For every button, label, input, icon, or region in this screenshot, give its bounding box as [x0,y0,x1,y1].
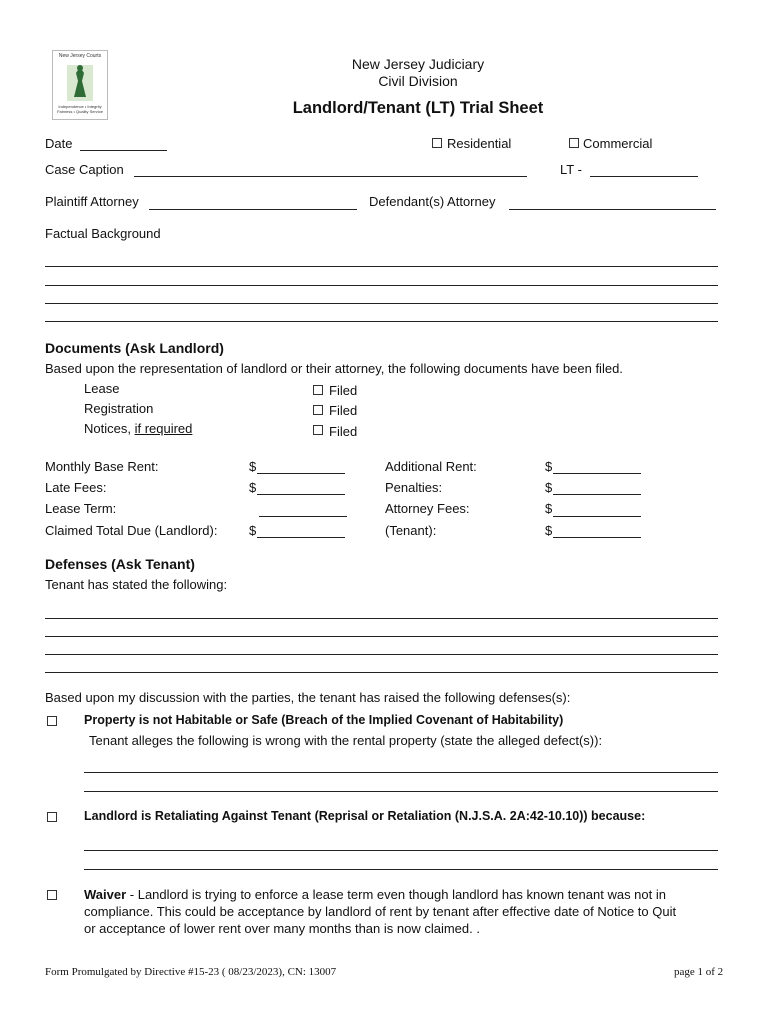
document-notices-label: Notices, [84,421,135,436]
notices-filed-checkbox[interactable] [313,425,323,435]
factual-background-line-2[interactable] [45,285,718,286]
additional-rent-field[interactable] [553,458,641,474]
defenses-heading: Defenses (Ask Tenant) [45,556,195,572]
factual-background-label: Factual Background [45,226,161,241]
lease-term-field[interactable] [259,501,347,517]
penalties-field[interactable] [553,479,641,495]
residential-checkbox[interactable] [432,138,442,148]
waiver-line-3: or acceptance of lower rent over many months than is now claimed. . [84,921,480,936]
late-fees-label: Late Fees: [45,480,107,495]
division-name: Civil Division [378,73,458,89]
factual-background-line-3[interactable] [45,303,718,304]
attorney-fees-label: Attorney Fees: [385,501,470,516]
additional-rent-dollar: $ [545,459,553,474]
lease-filed-label: Filed [329,383,358,398]
habitability-line-1[interactable] [84,772,718,773]
claimed-total-dollar: $ [249,523,257,538]
monthly-base-rent-field[interactable] [257,458,345,474]
habitability-line-2[interactable] [84,791,718,792]
documents-intro: Based upon the representation of landlord or their attorney, the following documents have been filed. [45,361,623,376]
footer-page-number: page 1 of 2 [674,966,724,978]
waiver-line-2: compliance. This could be acceptance by landlord of rent by tenant after effective date of Notice to Quit [84,904,677,919]
monthly-base-rent-dollar: $ [249,459,257,474]
tenant-statement-line-1[interactable] [45,618,718,619]
page-title: Landlord/Tenant (LT) Trial Sheet [292,99,544,117]
commercial-label: Commercial [583,136,653,151]
plaintiff-attorney-field[interactable] [149,194,357,210]
commercial-checkbox[interactable] [569,138,579,148]
penalties-label: Penalties: [385,480,443,495]
defenses-intro: Tenant has stated the following: [45,577,228,592]
logo-text-top: New Jersey Courts [58,53,102,59]
habitability-title: Property is not Habitable or Safe (Breach of the Implied Covenant of Habitability) [84,713,564,727]
retaliation-line-2[interactable] [84,869,718,870]
registration-filed-checkbox[interactable] [313,405,323,415]
case-caption-field[interactable] [134,161,527,177]
tenant-total-label: (Tenant): [385,523,437,538]
lease-term-label: Lease Term: [45,501,117,516]
tenant-statement-line-4[interactable] [45,672,718,673]
retaliation-line-1[interactable] [84,850,718,851]
penalties-dollar: $ [545,480,553,495]
logo-text-bottom: Independence • Integrity Fairness • Quality Service [57,104,103,114]
plaintiff-attorney-label: Plaintiff Attorney [45,194,139,209]
lt-label: LT - [560,162,582,177]
residential-label: Residential [447,136,512,151]
tenant-total-dollar: $ [545,523,553,538]
lt-number-field[interactable] [590,161,698,177]
tenant-statement-line-2[interactable] [45,636,718,637]
case-caption-label: Case Caption [45,162,124,177]
lease-filed-checkbox[interactable] [313,385,323,395]
late-fees-field[interactable] [257,479,345,495]
defendant-attorney-field[interactable] [509,194,716,210]
attorney-fees-field[interactable] [553,501,641,517]
document-notices-suffix: if required [134,421,193,436]
claimed-total-field[interactable] [257,522,345,538]
documents-heading: Documents (Ask Landlord) [45,340,224,356]
notices-filed-label: Filed [329,424,358,439]
monthly-base-rent-label: Monthly Base Rent: [45,459,159,474]
tenant-total-field[interactable] [553,522,641,538]
additional-rent-label: Additional Rent: [385,459,477,474]
registration-filed-label: Filed [329,403,358,418]
habitability-checkbox[interactable] [47,716,57,726]
late-fees-dollar: $ [249,480,257,495]
defenses-raised-intro: Based upon my discussion with the parties, the tenant has raised the following defenses(s): [45,690,571,705]
defendant-attorney-label: Defendant(s) Attorney [369,194,496,209]
date-field[interactable] [80,135,167,151]
waiver-checkbox[interactable] [47,890,57,900]
date-label: Date [45,136,73,151]
document-lease: Lease [84,381,120,396]
factual-background-line-4[interactable] [45,321,718,322]
footer-form-info: Form Promulgated by Directive #15-23 ( 08/23/2023), CN: 13007 [45,966,337,978]
document-registration: Registration [84,401,154,416]
waiver-title: Waiver [84,887,127,902]
claimed-total-label: Claimed Total Due (Landlord): [45,523,218,538]
waiver-line-1 [84,887,666,902]
org-name: New Jersey Judiciary [351,56,485,72]
document-notices [84,421,192,436]
attorney-fees-dollar: $ [545,501,553,516]
waiver-text-1: - Landlord is trying to enforce a lease term even though landlord has known tenant was not in [126,887,666,902]
factual-background-line-1[interactable] [45,266,718,267]
retaliation-title: Landlord is Retaliating Against Tenant (Reprisal or Retaliation (N.J.S.A. 2A:42-10.10)) because: [84,809,646,823]
habitability-description: Tenant alleges the following is wrong with the rental property (state the alleged defect(s)): [89,733,603,748]
tenant-statement-line-3[interactable] [45,654,718,655]
retaliation-checkbox[interactable] [47,812,57,822]
